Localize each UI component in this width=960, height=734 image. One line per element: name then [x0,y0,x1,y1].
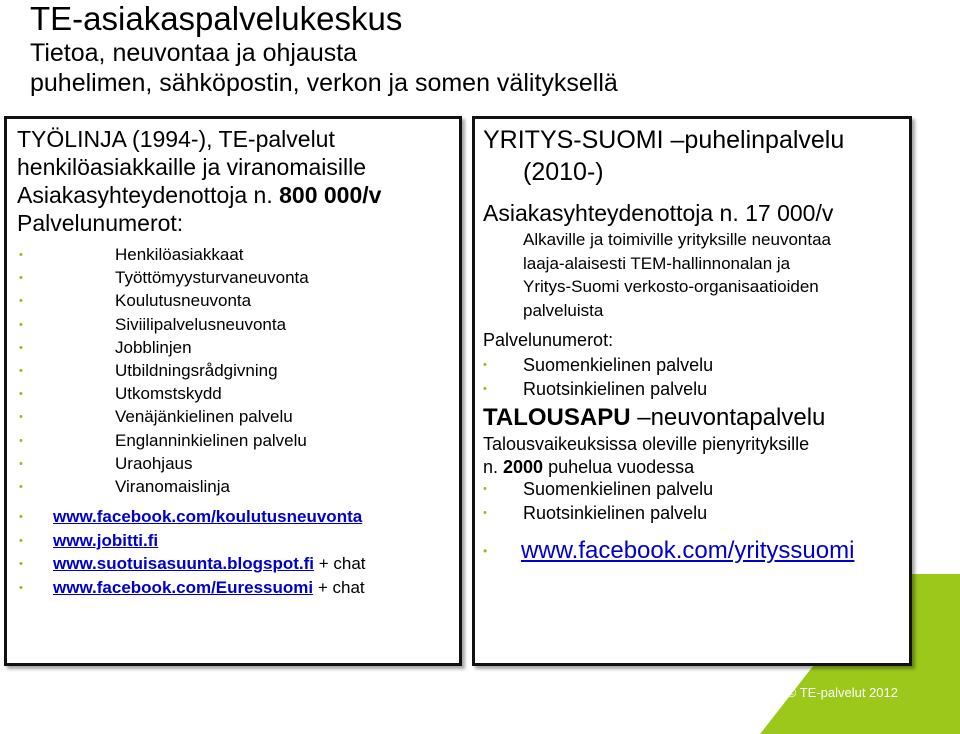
bullet-icon: • [483,506,487,519]
bullet-icon: • [19,457,23,470]
yritys-suomi-year: (2010-) [523,158,604,186]
bullet-icon: • [483,359,487,371]
bullet-icon: • [483,544,488,558]
calls-prefix: n. [483,457,504,477]
contacts-count: 800 000/v [279,182,382,208]
right-service-item-label: Suomenkielinen palvelu [523,355,714,375]
right-service-item-label: Ruotsinkielinen palvelu [523,378,708,399]
bullet-icon: • [483,382,487,395]
description-line: Yritys-Suomi verkosto-organisaatioiden [523,277,819,296]
bullet-icon: • [19,511,23,523]
contacts-prefix: Asiakasyhteydenottoja n. [17,182,280,208]
description-line: Alkaville ja toimiville yrityksille neuvontaa [523,230,832,249]
service-item-label: Siviilipalvelusneuvonta [115,314,287,334]
bullet-icon: • [19,365,23,377]
service-numbers-label: Palvelunumerot: [17,210,184,236]
talousapu-bold: TALOUSAPU [483,404,631,431]
subtitle-line-2: puhelimen, sähköpostin, verkon ja somen välityksellä [30,69,618,97]
bullet-icon: • [19,481,23,493]
right-service-item-label: Suomenkielinen palvelu [523,479,714,499]
service-item-label: Uraohjaus [115,453,193,473]
service-item-label: Henkilöasiakkaat [115,245,244,264]
right-service-item-label: Ruotsinkielinen palvelu [523,502,708,523]
yritys-suomi-heading: YRITYS-SUOMI –puhelinpalvelu [483,126,845,154]
bullet-icon: • [19,581,23,594]
tyolinja-contacts [17,181,381,209]
service-item-label: Venäjänkielinen palvelu [115,407,293,427]
calls-rest: puhelua vuodessa [543,457,695,477]
service-item-label: Viranomaislinja [115,477,230,496]
talousapu-heading [483,403,825,433]
bullet-icon: • [19,388,23,401]
bullet-icon: • [19,434,23,447]
link-suffix: + chat [313,554,366,574]
bullet-icon: • [19,295,23,308]
external-link[interactable]: www.facebook.com/koulutusneuvonta [53,507,363,526]
description-line: palveluista [523,300,604,320]
bullet-icon: • [483,483,487,495]
external-link[interactable]: www.facebook.com/Euressuomi [53,577,314,597]
yrityssuomi-link[interactable]: www.facebook.com/yrityssuomi [521,537,855,564]
talousapu-rest: –neuvontapalvelu [630,404,826,431]
tyolinja-panel [4,116,462,666]
bullet-icon: • [19,272,23,285]
service-item-label: Koulutusneuvonta [115,291,252,311]
yritys-suomi-contacts: Asiakasyhteydenottoja n. 17 000/v [483,200,834,226]
bullet-icon: • [19,341,23,354]
talousapu-desc-2 [483,456,694,478]
right-numbers-label: Palvelunumerot: [483,330,614,350]
calls-count: 2000 [503,457,544,477]
service-item-label: Utkomstskydd [115,384,222,404]
service-item-label: Jobblinjen [115,337,192,357]
tyolinja-audience: henkilöasiakkaille ja viranomaisille [17,154,366,180]
talousapu-desc-1: Talousvaikeuksissa oleville pienyrityksille [483,434,810,454]
external-link[interactable]: www.jobitti.fi [53,530,159,550]
page-title: TE-asiakaspalvelukeskus [30,0,403,37]
external-link[interactable]: www.suotuisasuunta.blogspot.fi [53,554,314,574]
service-item-label: Utbildningsrådgivning [115,361,278,380]
tyolinja-heading: TYÖLINJA (1994-), TE-palvelut [17,126,335,152]
yritys-suomi-panel [472,116,912,666]
description-line: laaja-alaisesti TEM-hallinnonalan ja [523,253,791,273]
subtitle-line-1: Tietoa, neuvontaa ja ohjausta [30,39,358,67]
bullet-icon: • [19,249,23,261]
service-item-label: Englanninkielinen palvelu [115,430,307,450]
bullet-icon: • [19,411,23,424]
bullet-icon: • [19,534,23,547]
copyright: © TE-palvelut 2012 [786,685,898,700]
bullet-icon: • [19,318,23,331]
link-suffix: + chat [313,577,365,597]
service-item-label: Työttömyysturvaneuvonta [115,268,309,288]
bullet-icon: • [19,558,23,571]
